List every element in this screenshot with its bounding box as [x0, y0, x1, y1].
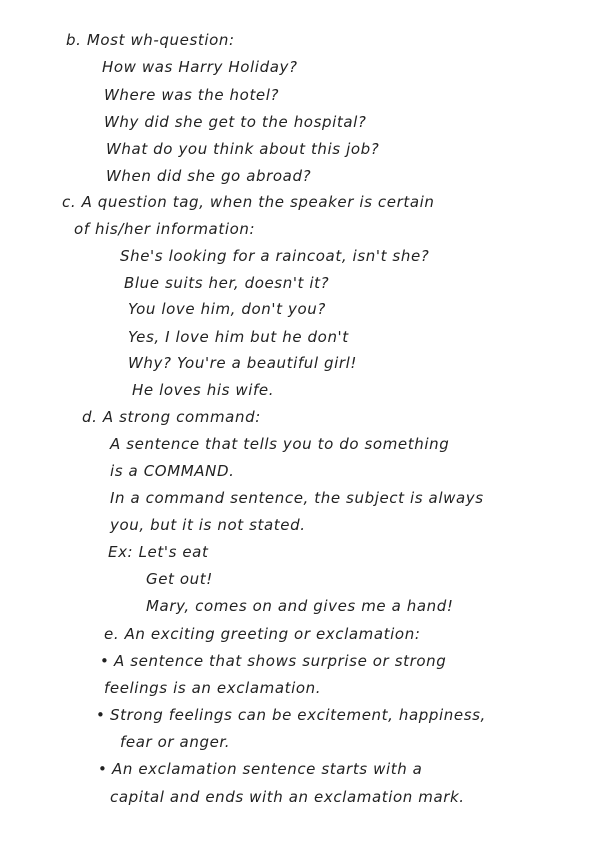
section-c-heading-continued: of his/her information:: [74, 220, 256, 238]
section-b-heading: b. Most wh-question:: [66, 31, 235, 49]
section-c-item: You love him, don't you?: [128, 300, 326, 318]
section-c-item: Why? You're a beautiful girl!: [128, 354, 358, 372]
section-c-item: She's looking for a raincoat, isn't she?: [120, 247, 430, 265]
section-e-continuation: capital and ends with an exclamation mark.: [110, 788, 465, 806]
section-c-heading: c. A question tag, when the speaker is certain: [62, 193, 435, 211]
bullet-text: A sentence that shows surprise or strong: [114, 652, 447, 670]
bullet-text: Strong feelings can be excitement, happiness,: [110, 706, 486, 724]
section-e-bullet-line: [98, 760, 422, 778]
section-b-item: What do you think about this job?: [106, 140, 380, 158]
section-d-heading: d. A strong command:: [82, 408, 261, 426]
section-e-bullet-line: [96, 706, 486, 724]
section-c-item: Yes, I love him but he don't: [128, 328, 349, 346]
section-e-heading: e. An exciting greeting or exclamation:: [104, 625, 421, 643]
section-b-item: How was Harry Holiday?: [102, 58, 298, 76]
section-d-example: Mary, comes on and gives me a hand!: [146, 597, 454, 615]
bullet-icon: •: [96, 706, 106, 724]
section-b-item: When did she go abroad?: [106, 167, 312, 185]
section-b-item: Where was the hotel?: [104, 86, 280, 104]
section-e-continuation: feelings is an exclamation.: [104, 679, 322, 697]
section-d-text: is a COMMAND.: [110, 462, 235, 480]
section-d-text: A sentence that tells you to do something: [110, 435, 450, 453]
bullet-text: An exclamation sentence starts with a: [112, 760, 423, 778]
section-c-item: Blue suits her, doesn't it?: [124, 274, 330, 292]
section-d-example: Get out!: [146, 570, 213, 588]
section-d-example: Ex: Let's eat: [108, 543, 209, 561]
section-c-item: He loves his wife.: [132, 381, 275, 399]
section-d-text: In a command sentence, the subject is always: [110, 489, 484, 507]
section-d-text: you, but it is not stated.: [110, 516, 306, 534]
bullet-icon: •: [98, 760, 108, 778]
section-b-item: Why did she get to the hospital?: [104, 113, 367, 131]
section-e-continuation: fear or anger.: [120, 733, 231, 751]
section-e-bullet-line: [100, 652, 446, 670]
bullet-icon: •: [100, 652, 110, 670]
